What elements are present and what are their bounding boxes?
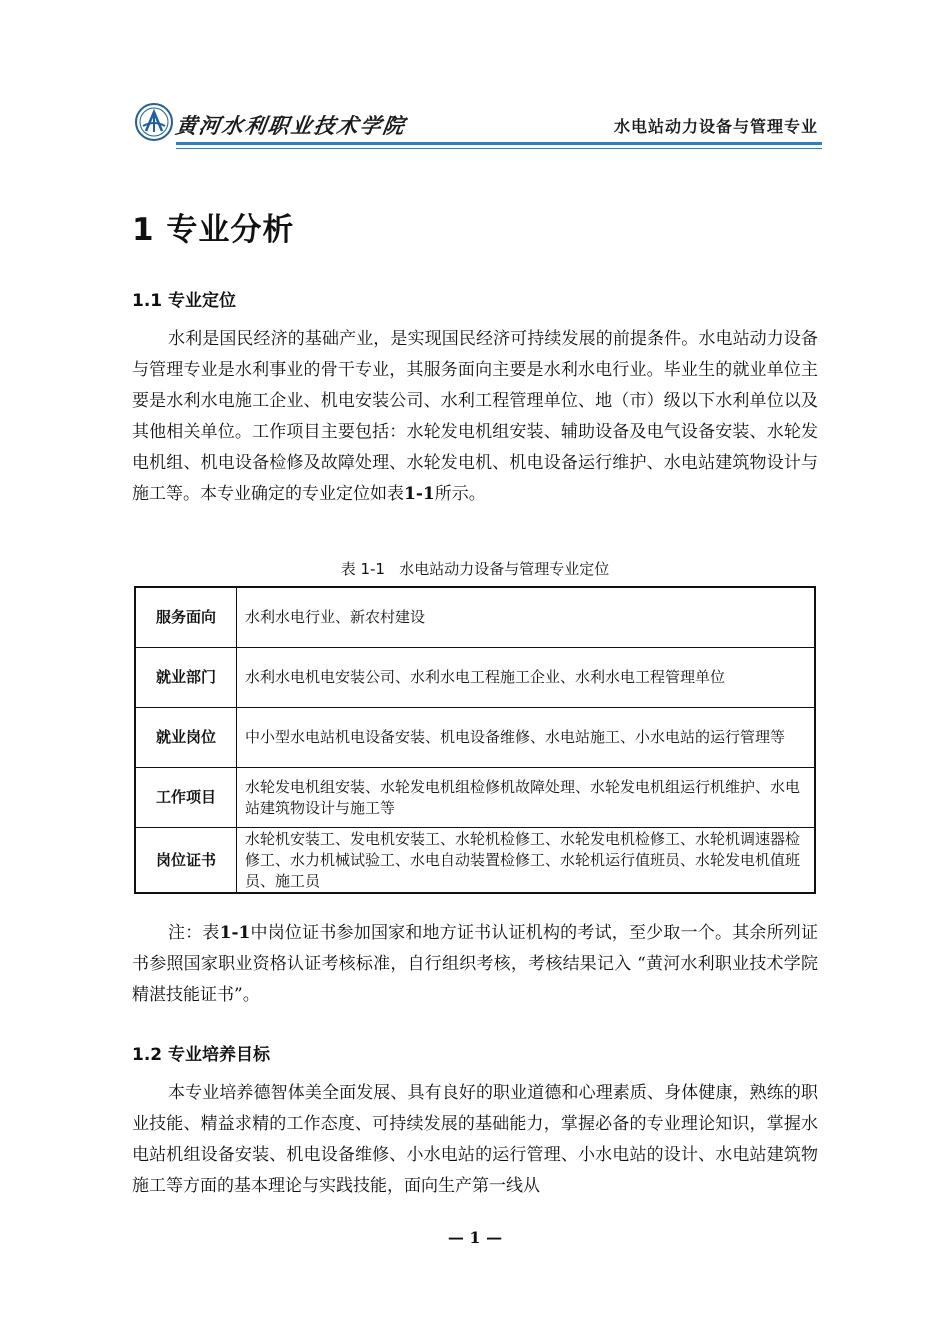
row-value: 水轮机安装工、发电机安装工、水轮机检修工、水轮发电机检修工、水轮机调速器检修工、水力机械试验工、水电自动装置检修工、水轮机运行值班员、水轮发电机值班员、施工员 — [237, 828, 816, 894]
table-caption-number: 表 1-1 — [340, 560, 385, 578]
header-rule — [176, 142, 822, 145]
table-row — [135, 768, 815, 828]
major-name: 水电站动力设备与管理专业 — [613, 117, 818, 136]
table-reference: 1-1 — [404, 484, 435, 504]
table-row — [135, 648, 815, 708]
note-text: 注：表 — [168, 923, 220, 943]
table-caption-title: 水电站动力设备与管理专业定位 — [399, 560, 610, 578]
row-value: 水利水电机电安装公司、水利水电工程施工企业、水利水电工程管理单位 — [237, 648, 816, 708]
note-text-end: 中岗位证书参加国家和地方证书认证机构的考试，至少取一个。其余所列证书参照国家职业资格认证考核标准，自行组织考核，考核结果记入 “黄河水利职业技术学院精湛技能证书”。 — [132, 923, 819, 1005]
page-number: — 1 — — [447, 1228, 503, 1247]
training-goal-paragraph: 本专业培养德智体美全面发展、具有良好的职业道德和心理素质、身体健康，熟练的职业技能、精益求精的工作态度、可持续发展的基础能力，掌握必备的专业理论知识，掌握水电站机组设备安装、机电设备维修、小水电站的运行管理、小水电站的设计、水电站建筑物施工等方面的基本理论与实践技能，面向生产第一线从 — [132, 1083, 818, 1196]
intro-paragraph — [132, 324, 818, 510]
table-note — [132, 918, 818, 1011]
row-label: 就业部门 — [135, 648, 237, 708]
intro-text: 水利是国民经济的基础产业，是实现国民经济可持续发展的前提条件。水电站动力设备与管理专业是水利事业的骨干专业，其服务面向主要是水利水电行业。毕业生的就业单位主要是水利水电施工企业、机电安装公司、水利工程管理单位、地（市）级以下水利单位以及其他相关单位。工作项目主要包括：水轮发电机组安装、辅助设备及电气设备安装、水轮发电机组、机电设备检修及故障处理、水轮发电机、机电设备运行维护、水电站建筑物设计与施工等。本专业确定的专业定位如表 — [132, 329, 818, 504]
page-header — [130, 100, 822, 150]
note-table-reference: 1-1 — [219, 923, 251, 943]
table-caption — [132, 558, 818, 579]
section-title-1-2: 1.2 专业培养目标 — [132, 1045, 271, 1065]
positioning-table — [134, 586, 816, 894]
header-rule-thin — [176, 148, 822, 149]
intro-text-end: 所示。 — [434, 484, 486, 504]
school-name-logo: 黄河水利职业技术学院 — [174, 113, 408, 138]
row-label: 就业岗位 — [135, 708, 237, 768]
row-value: 中小型水电站机电设备安装、机电设备维修、水电站施工、小水电站的运行管理等 — [237, 708, 816, 768]
row-label: 岗位证书 — [135, 828, 237, 894]
row-label: 服务面向 — [135, 587, 237, 648]
table-row — [135, 828, 815, 894]
section-title-1-1: 1.1 专业定位 — [132, 291, 237, 311]
school-logo-icon — [134, 102, 174, 142]
table-row — [135, 708, 815, 768]
table-row — [135, 587, 815, 648]
row-value: 水利水电行业、新农村建设 — [237, 587, 816, 648]
chapter-title: 1 专业分析 — [132, 212, 295, 248]
row-label: 工作项目 — [135, 768, 237, 828]
row-value: 水轮发电机组安装、水轮发电机组检修机故障处理、水轮发电机组运行机维护、水电站建筑物设计与施工等 — [237, 768, 816, 828]
